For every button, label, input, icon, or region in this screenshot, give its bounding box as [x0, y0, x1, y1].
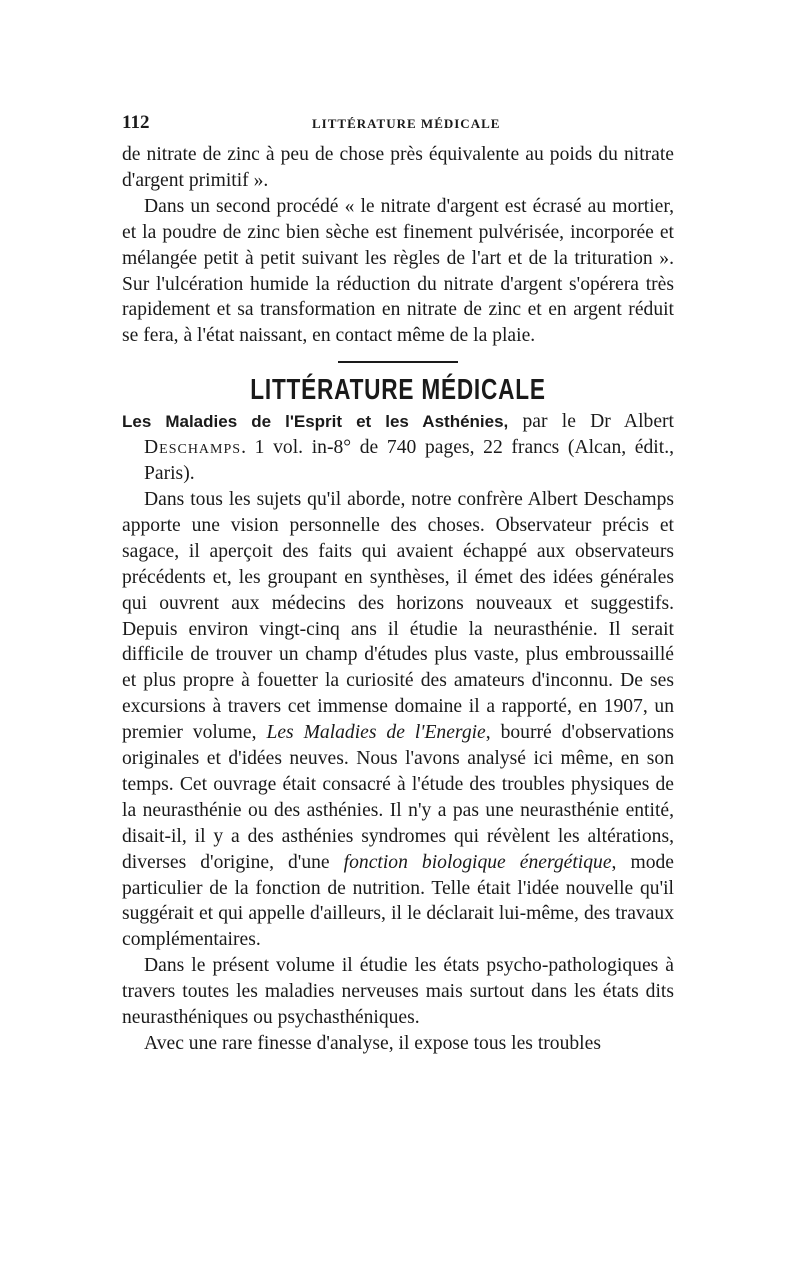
section-title: LITTÉRATURE MÉDICALE: [250, 374, 546, 407]
review-text-c: , mode particulier de la fonction de nutrition. Telle était l'idée nouvelle qu'il suggérait et qui appelle d'ailleurs, il le déclarait lui-même, des travaux complémentaires.: [122, 851, 674, 951]
cited-title-1: Les Maladies de l'Energie: [266, 722, 486, 744]
page-header: [122, 112, 674, 142]
review-paragraph-2: Dans le présent volume il étudie les états psycho-pathologiques à travers toutes les maladies nerveuses mais surtout dans les états dits neurasthéniques ou psychasthéniques.: [122, 955, 674, 1029]
page: [122, 112, 674, 1057]
book-author: Deschamps: [144, 437, 242, 459]
review-text-b: , bourré d'observations originales et d'idées neuves. Nous l'avons analysé ici même, en son temps. Cet ouvrage était consacré à l'étude des troubles physiques de la neurasthénie ou des asthénies. Il n'y a pas une neurasthénie entité, disait-il, il y a des asthénies syndromes qui révèlent les altérations, diverses d'origine, d'une: [122, 722, 675, 873]
review-text-a: Dans tous les sujets qu'il aborde, notre confrère Albert Deschamps apporte une vision personnelle des choses. Observateur précis et sagace, il aperçoit des faits qui avaient échappé aux observateurs précédents et, les groupant en synthèses, il émet des idées générales qui ouvrent aux médecins des horizons nouveaux et suggestifs. Depuis environ vingt-cinq ans il étudie la neurasthénie. Il serait difficile de trouver un champ d'études plus vaste, plus embroussaillé et plus propre à fouetter la curiosité des amateurs d'inconnu. De ses excursions à travers cet immense domaine il a rapporté, en 1907, un premier volume,: [122, 488, 674, 744]
book-by: par le Dr Albert: [508, 411, 674, 433]
intro-paragraph-2: Dans un second procédé « le nitrate d'argent est écrasé au mortier, et la poudre de zinc bien sèche est finement pulvérisée, incorporée et mélangée petit à petit suivant les règles de l'art et de la trituration ». Sur l'ulcération humide la réduction du nitrate d'argent s'opérera très rapidement et sa transformation en nitrate de zinc et en argent réduit se fera, à l'état naissant, en contact même de la plaie.: [122, 195, 674, 347]
running-head: LITTÉRATURE MÉDICALE: [312, 116, 501, 131]
review-paragraph-3: Avec une rare finesse d'analyse, il expose tous les troubles: [144, 1033, 601, 1054]
book-details: . 1 vol. in-8° de 740 pages, 22 francs (Alcan, édit., Paris).: [144, 437, 674, 485]
page-number: 112: [122, 112, 150, 133]
section-divider: [338, 361, 458, 363]
review-paragraph-1: [122, 487, 674, 953]
cited-term: fonction biologique énergétique: [343, 851, 612, 873]
book-title: Les Maladies de l'Esprit et les Asthénies,: [122, 412, 509, 432]
intro-paragraph-1: de nitrate de zinc à peu de chose près équivalente au poids du nitrate d'argent primitif ».: [122, 144, 674, 191]
book-entry: [122, 409, 674, 487]
